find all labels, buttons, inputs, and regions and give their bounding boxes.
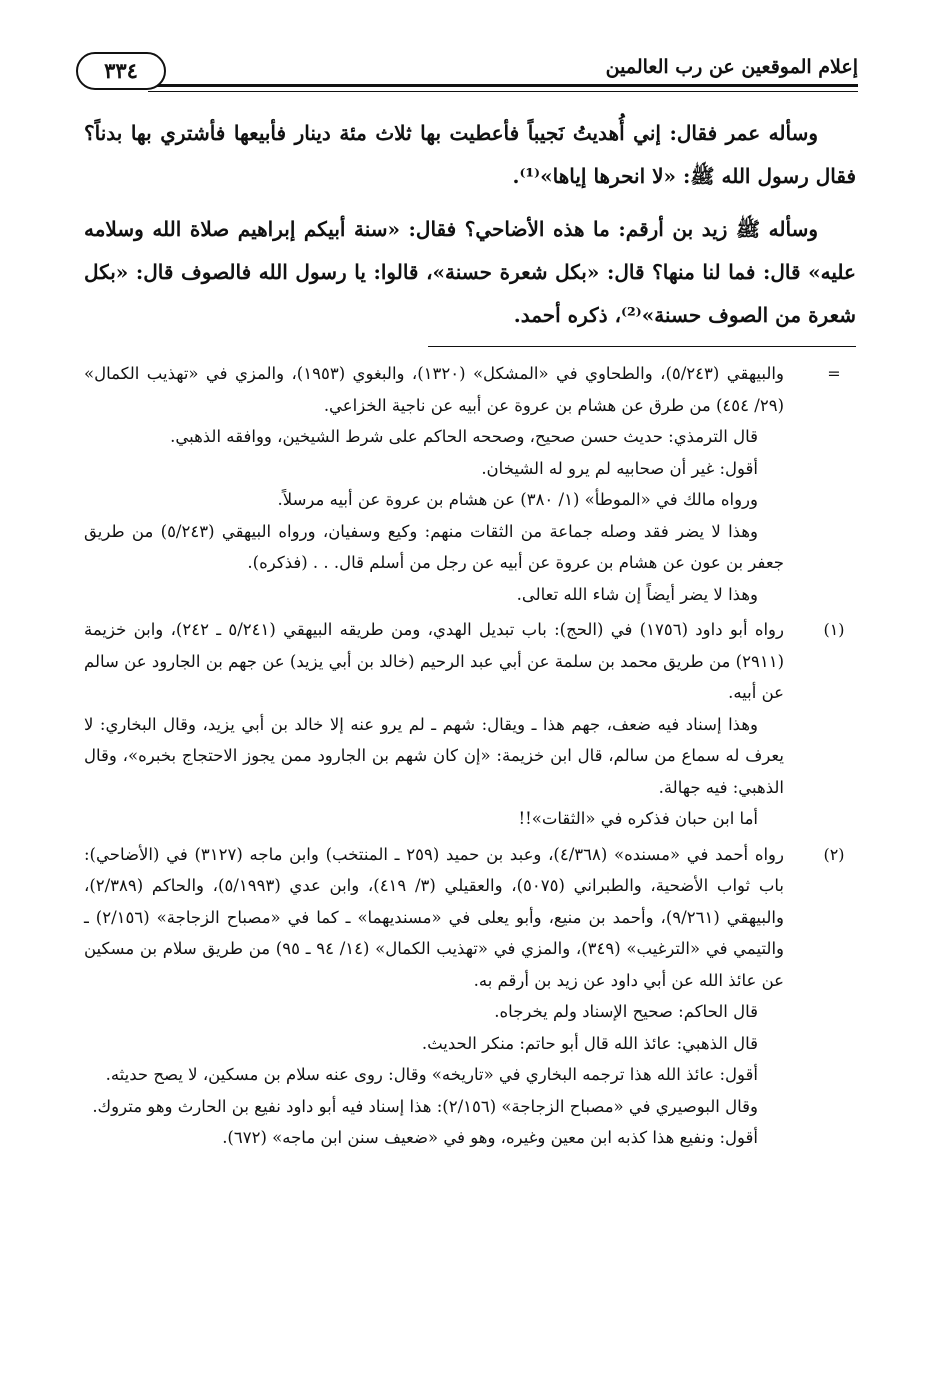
footnote-paragraph: ورواه مالك في «الموطأ» (١/ ٣٨٠) عن هشام بن عروة عن أبيه مرسلاً. [277,490,758,509]
footnote-paragraph: أما ابن حبان فذكره في «الثقات»!! [518,809,758,828]
header-rule-thin [148,91,858,92]
footnote-paragraph: قال الترمذي: حديث حسن صحيح، وصححه الحاكم على شرط الشيخين، ووافقه الذهبي. [170,427,758,446]
footnote-2 [84,839,856,1154]
footnote-marker: (٢) [823,844,845,864]
main-text [84,112,856,347]
header-rule-thick [148,84,858,87]
footnote-paragraph: قال الحاكم: صحيح الإسناد ولم يخرجاه. [494,1002,758,1021]
page-header [78,48,858,98]
footnote-paragraph: أقول: غير أن صحابيه لم يرو له الشيخان. [481,458,758,478]
footnote-paragraph: قال الذهبي: عائذ الله قال أبو حاتم: منكر الحديث. [421,1033,758,1053]
footnote-paragraph: أقول: ونفيع هذا كذبه ابن معين وغيره، وهو في «ضعيف سنن ابن ماجه» (٦٧٢). [222,1128,758,1147]
footnote-separator [428,346,856,347]
footnote-paragraph: والبيهقي (٥/٢٤٣)، والطحاوي في «المشكل» (١٣٢٠)، والبغوي (١٩٥٣)، والمزي في «تهذيب الكمال» (٢٩/ ٤٥٤) من طرق عن هشام بن عروة عن أبيه عن ناجية الخزاعي. [84,364,784,415]
page-number: ٣٣٤ [76,52,166,90]
footnote-marker: (١) [823,620,845,639]
main-paragraph: وسأله ﷺ زيد بن أرقم: ما هذه الأضاحي؟ فقال: «سنة أبيكم إبراهيم صلاة الله وسلامه عليه» قال: فما لنا منها؟ قال: «بكل شعرة حسنة»، قالوا: يا رسول الله فالصوف قال: «بكل شعرة من الصوف حسنة»⁽²⁾، ذكره أحمد. [84,217,856,327]
footnote-paragraph: وهذا لا يضر فقد وصله جماعة من الثقات منهم: وكيع وسفيان، ورواه البيهقي (٥/٢٤٣) من طريق جعفر بن عون عن هشام بن عروة عن أبيه عن رجل من أسلم قال. . . (فذكره). [84,521,784,572]
footnote-paragraph: وقال البوصيري في «مصباح الزجاجة» (٢/١٥٦): هذا إسناد فيه أبو داود نفيع بن الحارث وهو متروك. [92,1096,758,1116]
footnote-paragraph: رواه أحمد في «مسنده» (٤/٣٦٨)، وعبد بن حميد (٢٥٩ ـ المنتخب) وابن ماجه (٣١٢٧) في (الأضاحي): باب ثواب الأضحية، والطبراني (٥٠٧٥)، والعقيلي (٣/ ٤١٩)، وابن عدي (٥/١٩٩٣)، والحاكم (٢/٣٨٩)، والبيهقي (٩/٢٦١)، وأحمد بن منيع، وأبو يعلى في «مسنديهما» ـ كما في «مصباح الزجاجة» (٢/١٥٦) ـ والتيمي في «الترغيب» (٣٤٩)، والمزي في «تهذيب الكمال» (١٤/ ٩٤ ـ ٩٥) من طريق سلام بن مسكين عن عائذ الله عن أبي داود عن زيد بن أرقم به. [84,844,785,990]
footnote-paragraph: وهذا لا يضر أيضاً إن شاء الله تعالى. [516,584,758,604]
footnote-marker: = [827,364,841,383]
footnotes [84,358,856,1154]
footnote-continued [84,358,856,610]
main-paragraph: وسأله عمر فقال: إني أُهديتُ نَجيباً فأعطيت بها ثلاث مئة دينار فأبيعها فأشتري بها بدناً؟ فقال رسول الله ﷺ: «لا انحرها إياها»⁽¹⁾. [84,121,856,188]
footnote-paragraph: وهذا إسناد فيه ضعف، جهم هذا ـ ويقال: شهم ـ لم يرو عنه إلا خالد بن أبي يزيد، وقال البخاري: لا يعرف له سماع من سالم، قال ابن خزيمة: «إن كان شهم بن الجارود ممن يجوز الاحتجاج بخبره»، وقال الذهبي: فيه جهالة. [84,714,784,797]
footnote-paragraph: أقول: عائذ الله هذا ترجمه البخاري في «تاريخه» وقال: روى عنه سلام بن مسكين، لا يصح حديثه. [105,1065,758,1084]
running-title: إعلام الموقعين عن رب العالمين [605,56,858,78]
footnote-paragraph: رواه أبو داود (١٧٥٦) في (الحج): باب تبديل الهدي، ومن طريقه البيهقي (٥/٢٤١ ـ ٢٤٢)، وابن خزيمة (٢٩١١) من طريق محمد بن سلمة عن أبي عبد الرحيم (خالد بن أبي يزيد) عن جهم بن الجارود عن سالم عن أبيه. [84,620,784,702]
footnote-1 [84,614,856,835]
